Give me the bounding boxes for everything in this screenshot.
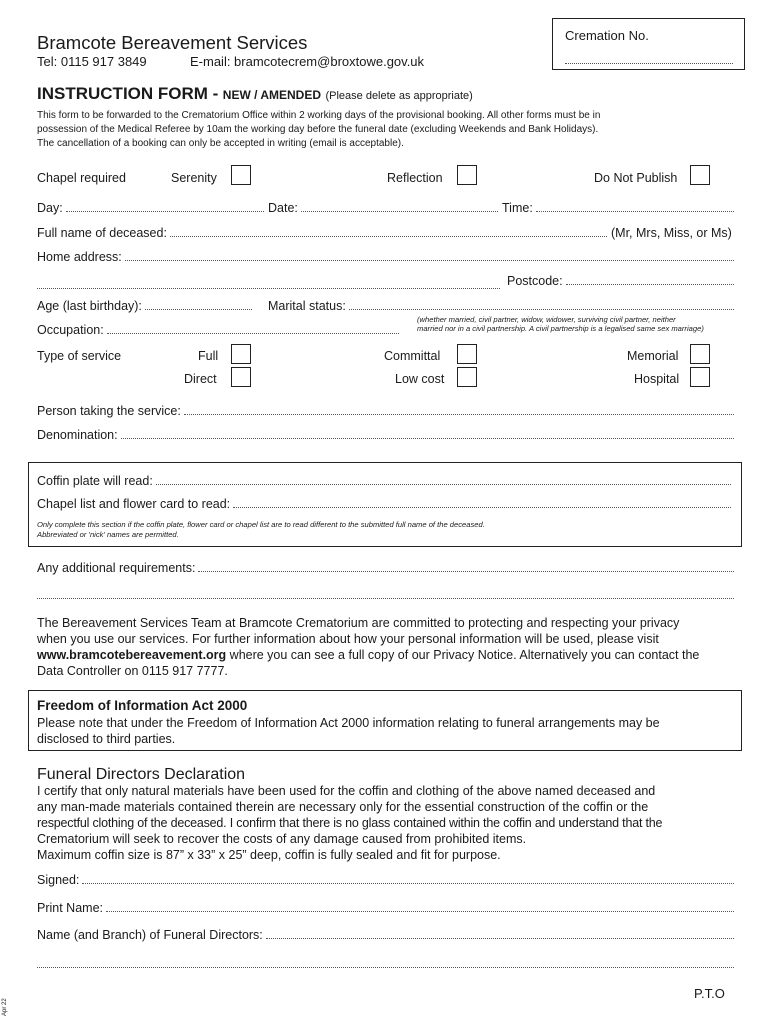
declaration-line-3: respectful clothing of the deceased. I confirm that there is no glass contained within the coffin and understand that the — [37, 816, 663, 830]
date-field[interactable] — [268, 201, 498, 215]
form-title-note: (Please delete as appropriate) — [325, 90, 473, 102]
cremation-number-field[interactable] — [565, 62, 733, 64]
signed-label: Signed: — [37, 873, 80, 887]
funeral-directors-label: Name (and Branch) of Funeral Directors: — [37, 928, 263, 942]
person-taking-service-label: Person taking the service: — [37, 404, 181, 418]
org-name: Bramcote Bereavement Services — [37, 32, 308, 53]
print-name-field[interactable] — [37, 901, 734, 915]
privacy-url-link[interactable]: www.bramcotebereavement.org — [37, 648, 227, 662]
foi-line-2: disclosed to third parties. — [37, 732, 176, 746]
declaration-line-1: I certify that only natural materials have been used for the coffin and clothing of the above named deceased and — [37, 784, 656, 798]
privacy-line-3-rest: where you can see a full copy of our Privacy Notice. Alternatively you can contact the — [226, 648, 700, 662]
marital-status-note-2: married nor in a civil partnership. A civil partnership is a legalised same sex marriage) — [417, 324, 704, 333]
signed-field[interactable] — [37, 873, 734, 887]
declaration-line-2: any man-made materials contained therein are necessary only for the essential construction of the coffin or the — [37, 800, 649, 814]
foi-title: Freedom of Information Act 2000 — [37, 698, 248, 713]
age-label: Age (last birthday): — [37, 299, 142, 313]
date-label: Date: — [268, 201, 298, 215]
foi-line-1: Please note that under the Freedom of Information Act 2000 information relating to funeral arrangements may be — [37, 716, 660, 730]
type-of-service-label: Type of service — [37, 349, 122, 363]
print-name-label: Print Name: — [37, 901, 103, 915]
serenity-checkbox[interactable] — [231, 165, 251, 185]
additional-requirements-line-2[interactable] — [37, 597, 734, 599]
do-not-publish-checkbox[interactable] — [690, 165, 710, 185]
age-field[interactable] — [37, 299, 252, 313]
hospital-checkbox[interactable] — [690, 367, 710, 387]
low-cost-label: Low cost — [395, 372, 445, 386]
committal-label: Committal — [384, 349, 441, 363]
funeral-directors-field[interactable] — [37, 928, 734, 942]
denomination-label: Denomination: — [37, 428, 118, 442]
home-address-label: Home address: — [37, 250, 122, 264]
form-title-main: INSTRUCTION FORM - — [37, 84, 219, 103]
do-not-publish-label: Do Not Publish — [594, 171, 678, 185]
serenity-label: Serenity — [171, 171, 217, 185]
low-cost-checkbox[interactable] — [457, 367, 477, 387]
coffin-plate-label: Coffin plate will read: — [37, 474, 153, 488]
full-name-titles: (Mr, Mrs, Miss, or Ms) — [611, 226, 732, 240]
declaration-line-4: Crematorium will seek to recover the costs of any damage caused from prohibited items. — [37, 832, 527, 846]
intro-line-1: This form to be forwarded to the Crematorium Office within 2 working days of the provisional booking. All other forms must be in — [37, 110, 601, 121]
chapel-required-label: Chapel required — [37, 171, 126, 185]
cremation-number-label: Cremation No. — [565, 28, 649, 43]
date-code: Apr 22 — [2, 998, 8, 1016]
email: E-mail: bramcotecrem@broxtowe.gov.uk — [190, 54, 425, 69]
pto-label: P.T.O — [694, 986, 725, 1001]
home-address-field[interactable] — [37, 250, 734, 264]
coffin-note-2: Abbreviated or 'nick' names are permitted. — [37, 530, 179, 539]
chapel-list-field[interactable] — [37, 497, 731, 511]
direct-service-label: Direct — [184, 372, 217, 386]
coffin-plate-field[interactable] — [37, 474, 731, 488]
home-address-line-2[interactable] — [37, 287, 500, 289]
funeral-directors-line-2[interactable] — [37, 966, 734, 968]
marital-status-label: Marital status: — [268, 299, 346, 313]
full-service-label: Full — [198, 349, 219, 363]
day-label: Day: — [37, 201, 63, 215]
chapel-list-label: Chapel list and flower card to read: — [37, 497, 231, 511]
direct-service-checkbox[interactable] — [231, 367, 251, 387]
coffin-plate-section — [28, 462, 742, 547]
time-field[interactable] — [502, 201, 734, 215]
privacy-line-4: Data Controller on 0115 917 7777. — [37, 664, 228, 678]
reflection-label: Reflection — [387, 171, 443, 185]
person-taking-service-field[interactable] — [37, 404, 734, 418]
marital-status-field[interactable] — [268, 299, 734, 313]
intro-line-2: possession of the Medical Referee by 10am the working day before the funeral date (excluding Weekends and Bank Holidays). — [37, 124, 599, 135]
privacy-line-3 — [37, 648, 699, 662]
declaration-line-5: Maximum coffin size is 87” x 33” x 25” deep, coffin is fully sealed and fit for purpose. — [37, 848, 501, 862]
full-service-checkbox[interactable] — [231, 344, 251, 364]
foi-section — [28, 690, 742, 751]
cremation-number-box — [552, 18, 745, 70]
privacy-line-1: The Bereavement Services Team at Bramcote Crematorium are committed to protecting and respecting your privacy — [37, 616, 680, 630]
postcode-label: Postcode: — [507, 274, 563, 288]
memorial-label: Memorial — [627, 349, 679, 363]
form-title — [37, 84, 473, 104]
telephone: Tel: 0115 917 3849 — [37, 54, 147, 69]
memorial-checkbox[interactable] — [690, 344, 710, 364]
additional-requirements-label: Any additional requirements: — [37, 561, 196, 575]
occupation-label: Occupation: — [37, 323, 104, 337]
reflection-checkbox[interactable] — [457, 165, 477, 185]
privacy-line-2: when you use our services. For further information about how your personal information will be used, please visit — [37, 632, 659, 646]
time-label: Time: — [502, 201, 533, 215]
coffin-note-1: Only complete this section if the coffin plate, flower card or chapel list are to read different to the submitted full name of the deceased. — [37, 520, 485, 529]
marital-status-note-1: (whether married, civil partner, widow, widower, surviving civil partner, neither — [417, 315, 676, 324]
hospital-label: Hospital — [634, 372, 680, 386]
additional-requirements-field[interactable] — [37, 561, 734, 575]
full-name-field[interactable] — [37, 226, 607, 240]
full-name-label: Full name of deceased: — [37, 226, 167, 240]
declaration-title: Funeral Directors Declaration — [37, 766, 246, 783]
intro-line-3: The cancellation of a booking can only be accepted in writing (email is acceptable). — [37, 138, 404, 149]
committal-checkbox[interactable] — [457, 344, 477, 364]
day-field[interactable] — [37, 201, 264, 215]
form-title-options: NEW / AMENDED — [222, 88, 322, 102]
postcode-field[interactable] — [507, 274, 734, 288]
occupation-field[interactable] — [37, 323, 399, 337]
denomination-field[interactable] — [37, 428, 734, 442]
